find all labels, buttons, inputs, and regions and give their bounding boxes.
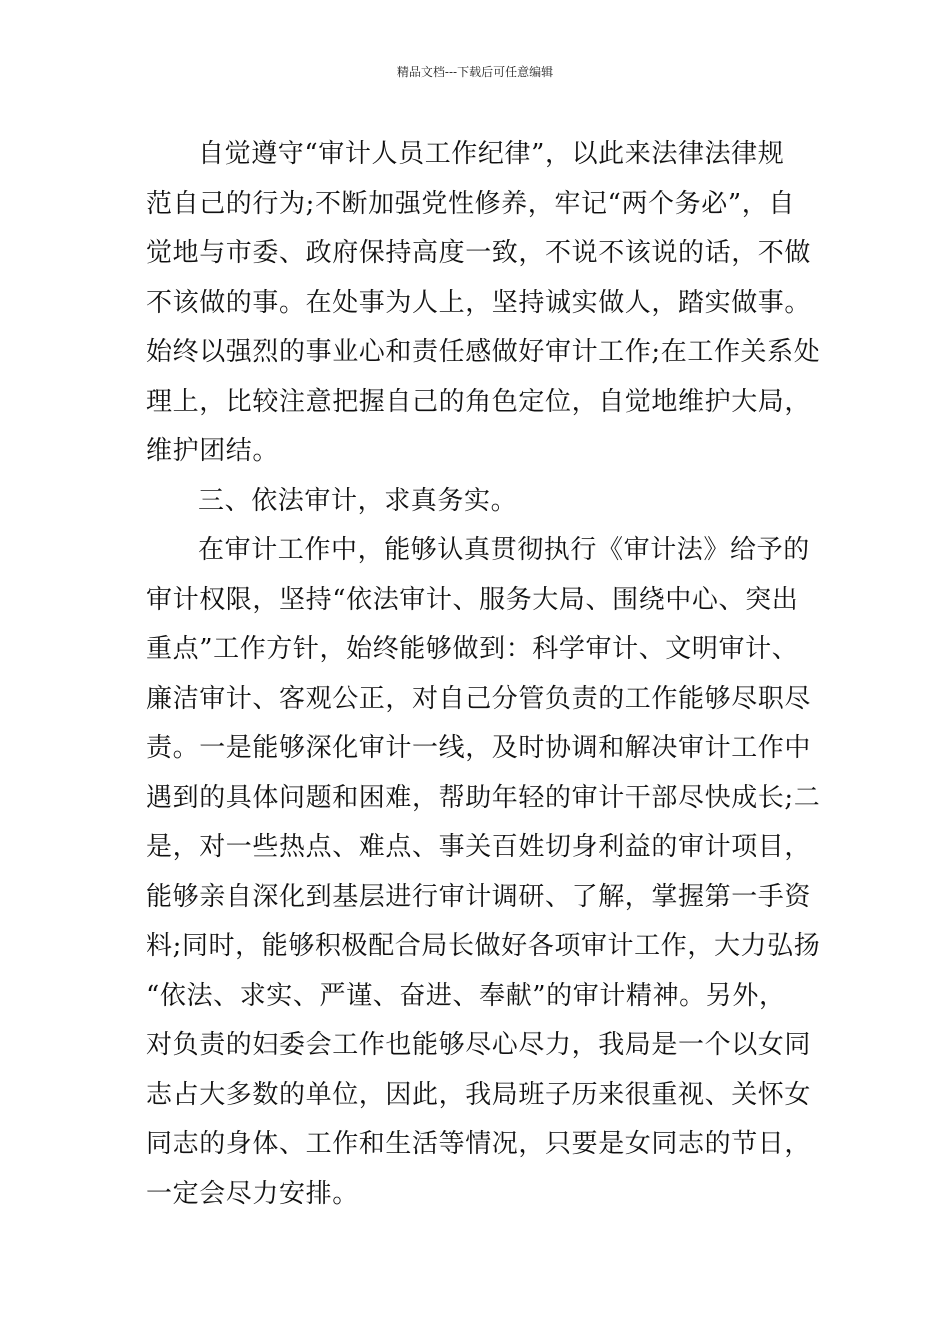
text-line: 是，对一些热点、难点、事关百姓切身利益的审计项目， [146, 832, 812, 862]
text-line: “依法、求实、严谨、奋进、奉献”的审计精神。另外， [146, 980, 786, 1011]
page-header: 精品文档---下载后可任意编辑 [396, 65, 554, 79]
text-line: 自觉遵守“审计人员工作纪律”，以此来法律法律规 [198, 139, 785, 169]
text-line: 一定会尽力安排。 [146, 1178, 359, 1209]
text-line: 责。一是能够深化审计一线，及时协调和解决审计工作中 [146, 733, 812, 763]
text-line: 在审计工作中，能够认真贯彻执行《审计法》给予的 [198, 535, 810, 565]
text-line: 料;同时，能够积极配合局长做好各项审计工作，大力弘扬 [146, 931, 821, 961]
section-heading: 三、依法审计，求真务实。 [198, 485, 518, 516]
text-line: 维护团结。 [146, 436, 280, 466]
text-line: 始终以强烈的事业心和责任感做好审计工作;在工作关系处 [146, 337, 821, 367]
text-line: 重点”工作方针，始终能够做到：科学审计、文明审计、 [146, 634, 799, 664]
text-line: 遇到的具体问题和困难，帮助年轻的审计干部尽快成长;二 [146, 782, 821, 813]
text-line: 廉洁审计、客观公正，对自己分管负责的工作能够尽职尽 [146, 683, 812, 714]
text-line: 范自己的行为;不断加强党性修养，牢记“两个务必”，自 [146, 188, 795, 219]
text-line: 志占大多数的单位，因此，我局班子历来很重视、关怀女 [146, 1079, 812, 1110]
text-line: 不该做的事。在处事为人上，坚持诚实做人，踏实做事。 [146, 287, 812, 318]
text-line: 同志的身体、工作和生活等情况，只要是女同志的节日， [146, 1129, 812, 1159]
text-line: 理上，比较注意把握自己的角色定位，自觉地维护大局， [146, 386, 812, 417]
text-line: 审计权限，坚持“依法审计、服务大局、围绕中心、突出 [146, 584, 799, 615]
text-line: 对负责的妇委会工作也能够尽心尽力，我局是一个以女同 [146, 1030, 812, 1060]
document-body [146, 130, 821, 1219]
text-line: 觉地与市委、政府保持高度一致，不说不该说的话，不做 [146, 238, 812, 268]
text-line: 能够亲自深化到基层进行审计调研、了解，掌握第一手资 [146, 881, 812, 912]
